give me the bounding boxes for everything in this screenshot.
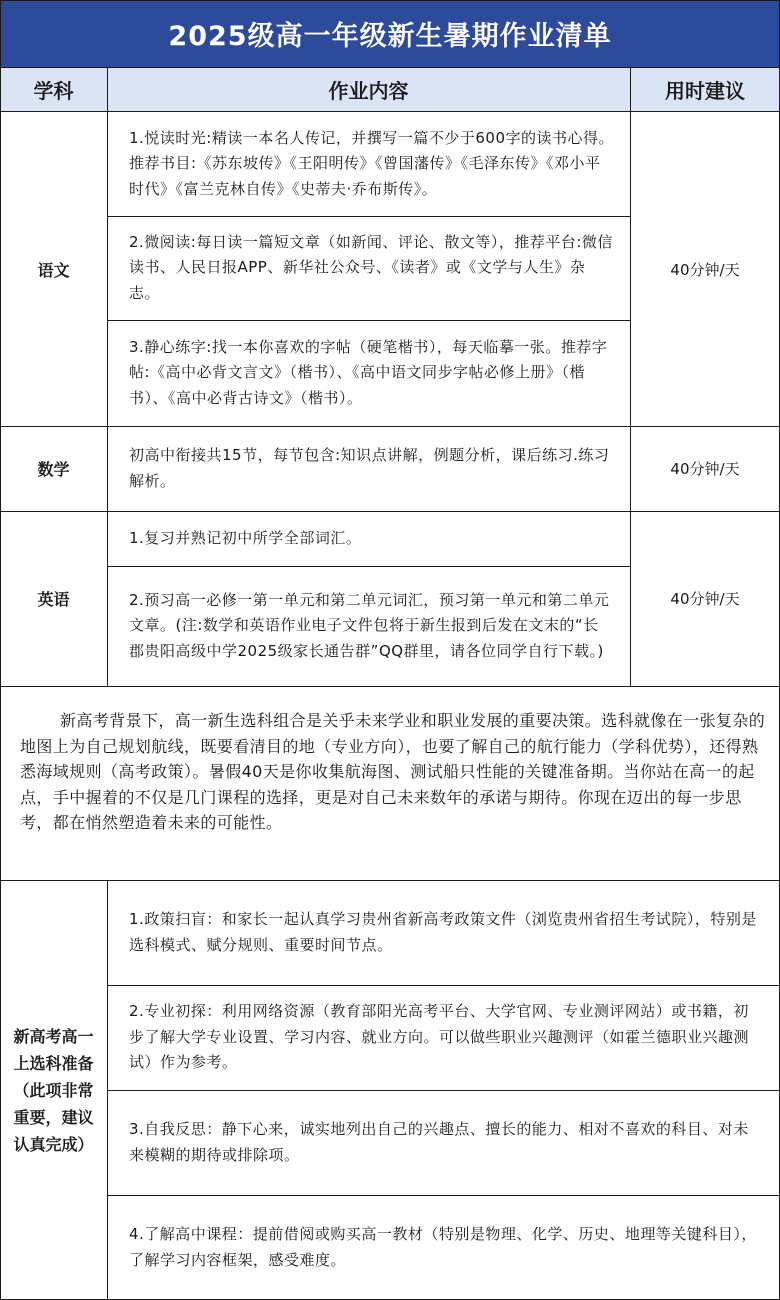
elective-item-1: 1.政策扫盲：和家长一起认真学习贵州省新高考政策文件（浏览贵州省招生考试院），特别是选科模式、赋分规则、重要时间节点。 <box>129 910 757 954</box>
elective-item-4: 4.了解高中课程：提前借阅或购买高一教材（特别是物理、化学、历史、地理等关键科目），了解学习内容框架，感受难度。 <box>129 1225 757 1269</box>
english-time: 40分钟/天 <box>670 590 740 608</box>
chinese-time: 40分钟/天 <box>670 260 740 279</box>
elective-item-2: 2.专业初探：利用网络资源（教育部阳光高考平台、大学官网、专业测评网站）或书籍，初步了解大学专业设置、学习内容、就业方向。可以做些职业兴趣测评（如霍兰德职业兴趣测试）作为参考。 <box>129 1002 750 1072</box>
table-header <box>0 68 780 112</box>
chinese-item-2: 2.微阅读:每日读一篇短文章（如新闻、评论、散文等），推荐平台:微信读书、人民日报APP、新华社公众号、《读者》或《文学与人生》杂志。 <box>129 232 613 302</box>
chinese-item-3: 3.静心练字:找一本你喜欢的字帖（硬笔楷书），每天临摹一张。推荐字帖:《高中必背文言文》（楷书）、《高中语文同步字帖必修上册》（楷书）、《高中必背古诗文》（楷书）。 <box>129 337 608 407</box>
header-time: 用时建议 <box>665 79 745 103</box>
header-subject: 学科 <box>33 79 74 103</box>
header-content: 作业内容 <box>328 79 409 103</box>
elective-item-3: 3.自我反思：静下心来，诚实地列出自己的兴趣点、擅长的能力、相对不喜欢的科目、对未来模糊的期待或排除项。 <box>129 1120 749 1164</box>
chinese-item-1: 1.悦读时光:精读一本名人传记，并撰写一篇不少于600字的读书心得。推荐书目:《苏东坡传》《王阳明传》《曾国藩传》《毛泽东传》《邓小平时代》《富兰克林自传》《史蒂夫·乔布斯传》。 <box>129 128 614 198</box>
english-item-2: 2.预习高一必修一第一单元和第二单元词汇，预习第一单元和第二单元文章。(注:数学和英语作业电子文件包将于新生报到后发在文末的“长郡贵阳高级中学2025级家长通告群”QQ群里，请各位同学自行下载。) <box>129 590 610 660</box>
intro-paragraph: 新高考背景下，高一新生选科组合是关乎未来学业和职业发展的重要决策。选科就像在一张复杂的地图上为自己规划航线，既要看清目的地（专业方向），也要了解自己的航行能力（学科优势），还得熟悉海域规则（高考政策）。暑假40天是你收集航海图、测试船只性能的关键准备期。当你站在高一的起点，手中握着的不仅是几门课程的选择，更是对自己未来数年的承诺与期待。你现在迈出的每一步思考，都在悄然塑造着未来的可能性。 <box>20 711 766 832</box>
subject-english: 英语 <box>37 590 70 609</box>
math-item-1: 初高中衔接共15节，每节包含:知识点讲解，例题分析，课后练习.练习解析。 <box>129 446 610 490</box>
english-item-1: 1.复习并熟记初中所学全部词汇。 <box>129 528 362 547</box>
subject-math: 数学 <box>37 460 70 479</box>
subject-elective: 新高考高一上选科准备（此项非常重要，建议认真完成） <box>13 1026 94 1154</box>
subject-chinese: 语文 <box>37 260 70 280</box>
page-title: 2025级高一年级新生暑期作业清单 <box>0 0 780 68</box>
math-time: 40分钟/天 <box>670 460 740 478</box>
